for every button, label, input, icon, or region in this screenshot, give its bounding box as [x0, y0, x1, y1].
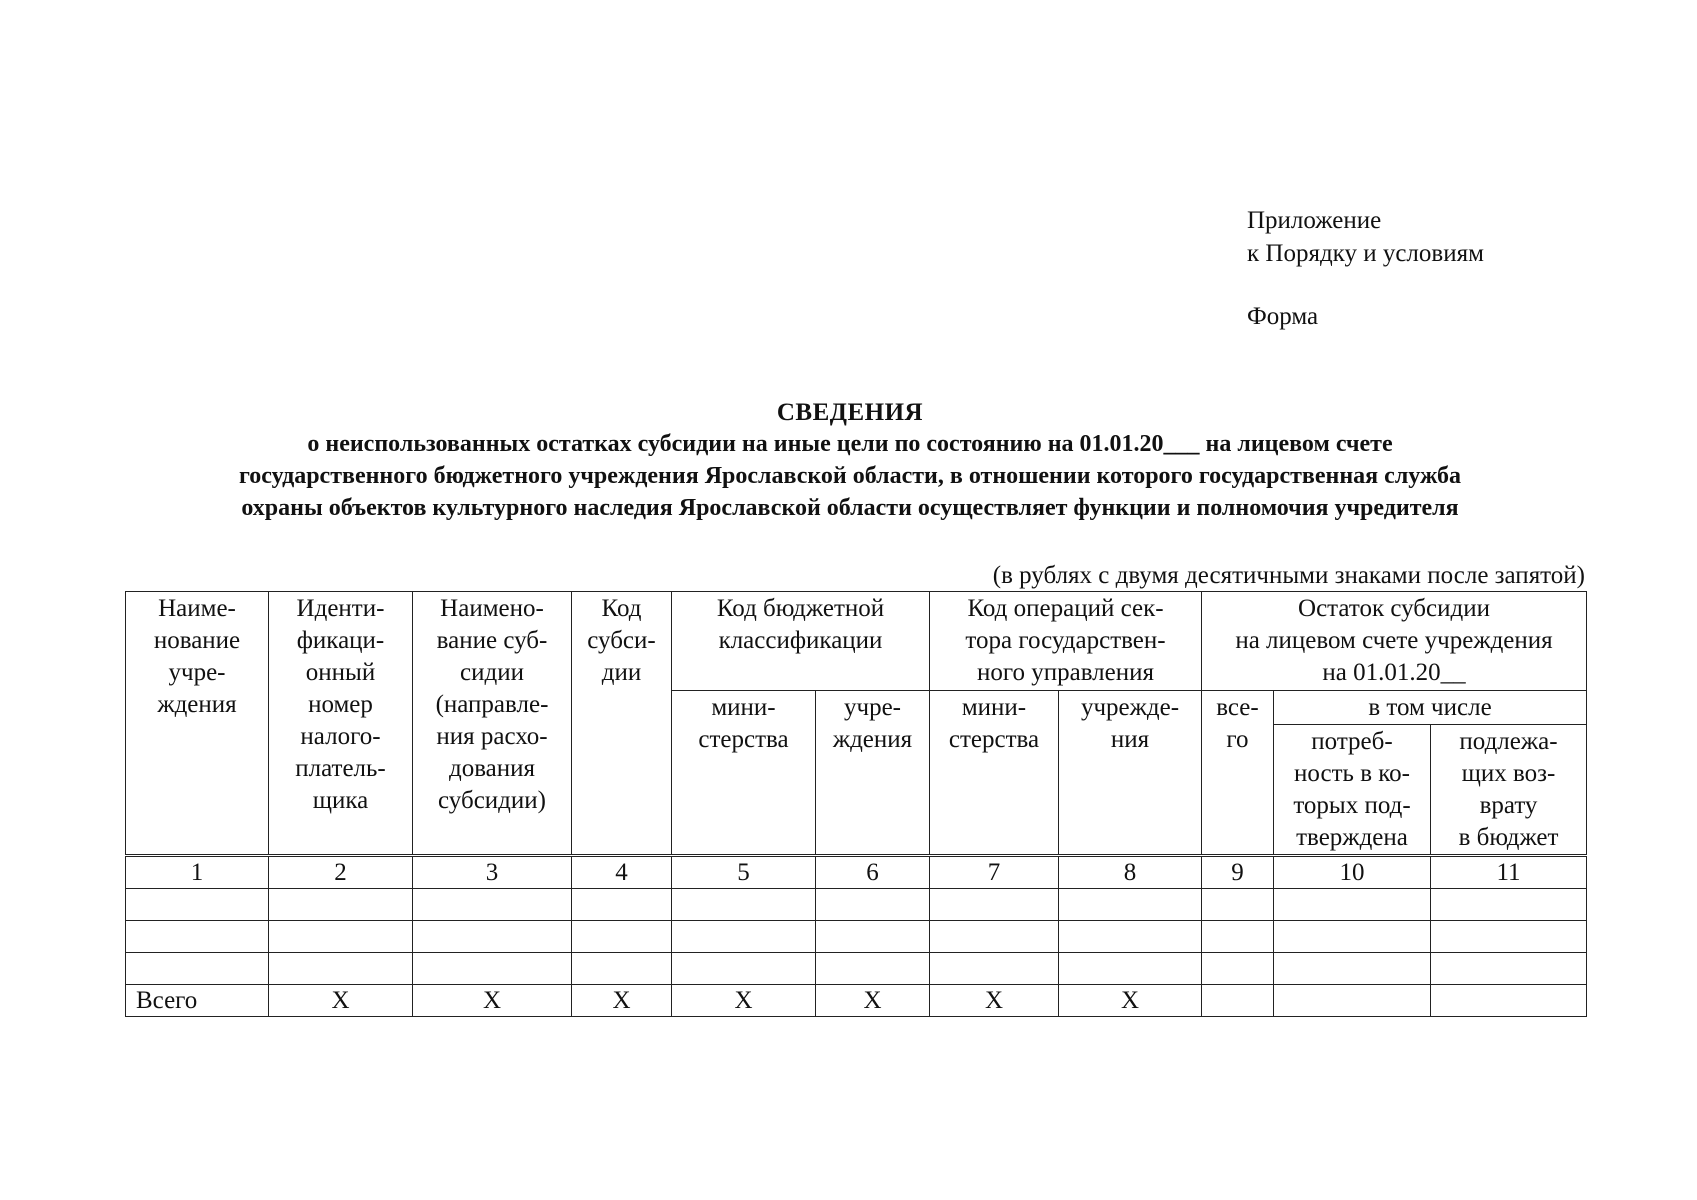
column-number: 9: [1202, 857, 1274, 889]
header-subsidy-name: Наимено- вание суб- сидии (направле- ния расхо- дования субсидии): [413, 592, 572, 855]
total-cell: X: [672, 985, 816, 1017]
header-operations-code: Код операций сек- тора государствен- ного управления: [930, 592, 1202, 691]
total-cell: X: [269, 985, 413, 1017]
header-budget-code-institution: учре- ждения: [816, 691, 930, 855]
column-number: 8: [1059, 857, 1202, 889]
table-cell: [816, 953, 930, 985]
table-cell: [413, 921, 572, 953]
document-subtitle: [100, 428, 1600, 524]
header-subsidy-code: Код субси- дии: [572, 592, 672, 855]
total-cell: X: [816, 985, 930, 1017]
total-cell: [1274, 985, 1431, 1017]
table-cell: [572, 889, 672, 921]
column-number: 2: [269, 857, 413, 889]
subtitle-line: охраны объектов культурного наследия Ярославской области осуществляет функции и полномочия учредителя: [241, 495, 1459, 521]
header-operations-code-ministry: мини- стерства: [930, 691, 1059, 855]
table-row: [126, 889, 1587, 921]
appendix-block: [1247, 204, 1484, 333]
table-header: [125, 591, 1587, 855]
column-number: 4: [572, 857, 672, 889]
total-row: [126, 985, 1587, 1017]
form-label: Форма: [1247, 303, 1319, 330]
table-cell: [816, 889, 930, 921]
header-institution-name: Наиме- нование учре- ждения: [126, 592, 269, 855]
table-cell: [930, 889, 1059, 921]
units-note: (в рублях с двумя десятичными знаками после запятой): [992, 562, 1585, 589]
document-title: СВЕДЕНИЯ: [776, 399, 924, 426]
table-cell: [672, 921, 816, 953]
header-balance-confirmed: потреб- ность в ко- торых под- тверждена: [1274, 725, 1431, 855]
table-cell: [1059, 953, 1202, 985]
table-cell: [816, 921, 930, 953]
column-number: 10: [1274, 857, 1431, 889]
table-cell: [1274, 953, 1431, 985]
table-cell: [413, 889, 572, 921]
table-cell: [1059, 921, 1202, 953]
column-number: 6: [816, 857, 930, 889]
subtitle-line: государственного бюджетного учреждения Ярославской области, в отношении которого государственная служба: [238, 463, 1462, 489]
header-balance: Остаток субсидии на лицевом счете учреждения на 01.01.20__: [1202, 592, 1587, 691]
table-cell: [269, 889, 413, 921]
header-balance-including: в том числе: [1274, 691, 1587, 725]
total-cell: X: [572, 985, 672, 1017]
table-row: [126, 953, 1587, 985]
header-balance-total: все- го: [1202, 691, 1274, 855]
appendix-reference: к Порядку и условиям: [1247, 240, 1484, 267]
table-cell: [930, 953, 1059, 985]
table-cell: [1274, 889, 1431, 921]
header-budget-code: Код бюджетной классификации: [672, 592, 930, 691]
table-cell: [1431, 953, 1587, 985]
table-cell: [269, 953, 413, 985]
title-block: [100, 398, 1600, 524]
table-cell: [572, 921, 672, 953]
table-cell: [672, 953, 816, 985]
table-cell: [572, 953, 672, 985]
table-cell: [1274, 921, 1431, 953]
appendix-label: Приложение: [1247, 207, 1382, 234]
table-cell: [1202, 921, 1274, 953]
table-row: [126, 921, 1587, 953]
header-balance-return: подлежа- щих воз- врату в бюджет: [1431, 725, 1587, 855]
table-cell: [413, 953, 572, 985]
table-cell: [126, 889, 269, 921]
total-cell: X: [1059, 985, 1202, 1017]
table-cell: [126, 921, 269, 953]
table-cell: [269, 921, 413, 953]
table-cell: [1202, 889, 1274, 921]
total-cell: [1431, 985, 1587, 1017]
table-cell: [1202, 953, 1274, 985]
table-cell: [1059, 889, 1202, 921]
table-body: [125, 856, 1587, 1017]
column-number: 11: [1431, 857, 1587, 889]
table-cell: [1431, 921, 1587, 953]
header-budget-code-ministry: мини- стерства: [672, 691, 816, 855]
column-number: 3: [413, 857, 572, 889]
table-cell: [126, 953, 269, 985]
total-cell: X: [930, 985, 1059, 1017]
subtitle-line: о неиспользованных остатках субсидии на иные цели по состоянию на 01.01.20___ на лицевом счете: [307, 431, 1393, 457]
total-label: Всего: [126, 985, 269, 1017]
total-cell: X: [413, 985, 572, 1017]
table-cell: [1431, 889, 1587, 921]
header-operations-code-institution: учрежде- ния: [1059, 691, 1202, 855]
table-cell: [672, 889, 816, 921]
column-number: 7: [930, 857, 1059, 889]
table-cell: [930, 921, 1059, 953]
total-cell: [1202, 985, 1274, 1017]
column-number: 1: [126, 857, 269, 889]
header-taxpayer-id: Иденти- фикаци- онный номер налого- платель- щика: [269, 592, 413, 855]
column-number: 5: [672, 857, 816, 889]
column-number-row: [126, 857, 1587, 889]
